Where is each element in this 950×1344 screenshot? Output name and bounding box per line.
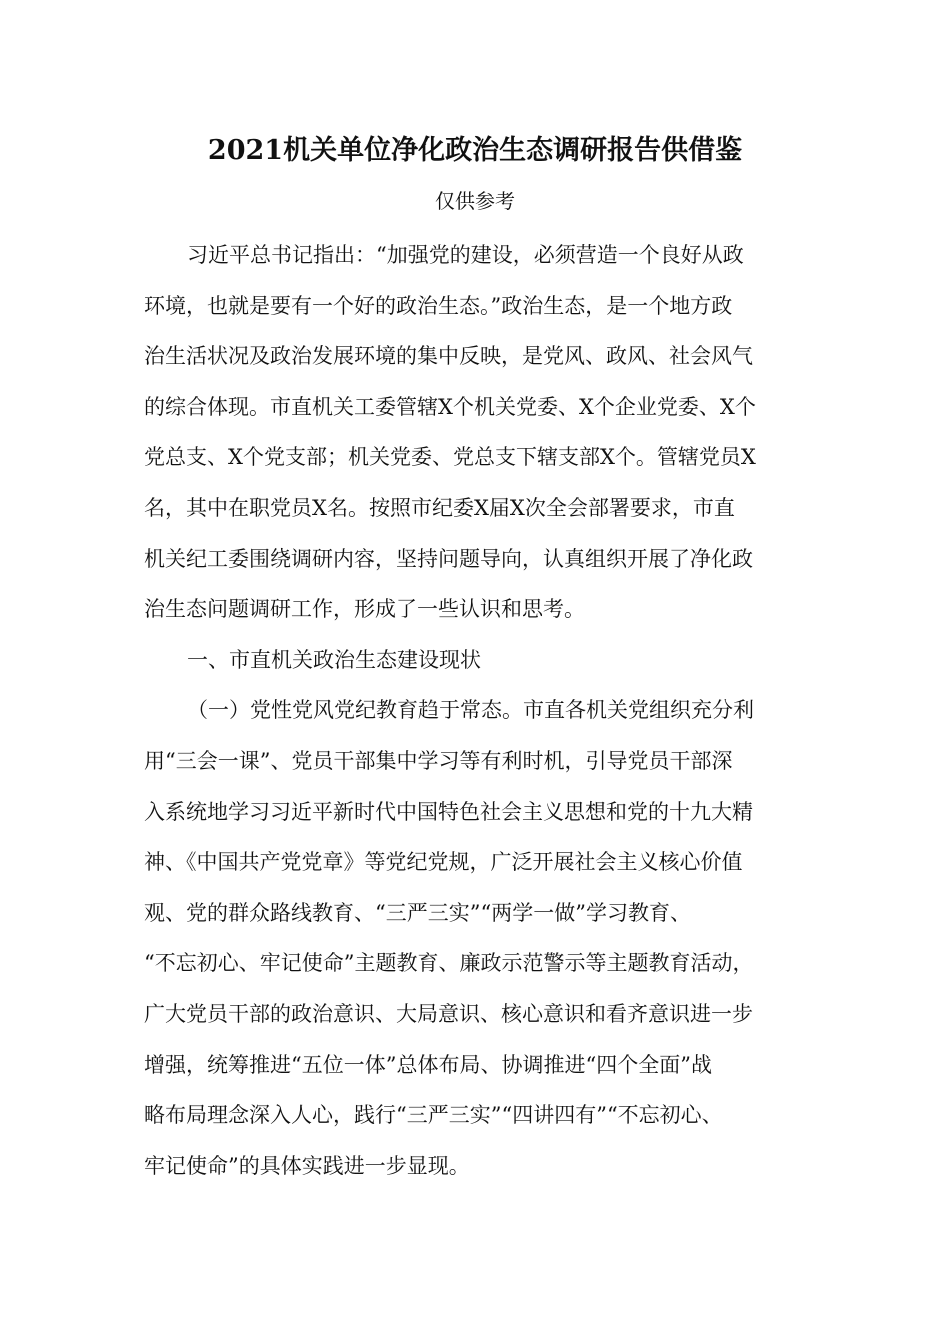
text-line: 习近平总书记指出：“加强党的建设，必须营造一个良好从政 xyxy=(187,243,744,267)
text-line: 一、市直机关政治生态建设现状 xyxy=(187,647,481,672)
text-line: 环境，也就是要有一个好的政治生态。”政治生态，是一个地方政 xyxy=(144,293,733,318)
text-line: 的综合体现。市直机关工委管辖X个机关党委、X个企业党委、X个 xyxy=(144,394,756,419)
text-line: 略布局理念深入人心，践行“三严三实”“四讲四有”“不忘初心、 xyxy=(144,1103,723,1128)
document-body xyxy=(144,230,824,1191)
text-line: 用“三会一课”、党员干部集中学习等有利时机，引导党员干部深 xyxy=(144,748,733,773)
text-line: 神、《中国共产党党章》等党纪党规，广泛开展社会主义核心价值 xyxy=(144,850,743,875)
text-line: 牢记使命”的具体实践进一步显现。 xyxy=(144,1153,470,1178)
text-line: 入系统地学习习近平新时代中国特色社会主义思想和党的十九大精 xyxy=(144,799,753,824)
text-line: 增强，统筹推进“五位一体”总体布局、协调推进“四个全面”战 xyxy=(144,1052,712,1077)
text-line: “不忘初心、牢记使命”主题教育、廉政示范警示等主题教育活动， xyxy=(144,951,754,976)
text-line: （一）党性党风党纪教育趋于常态。市直各机关党组织充分利 xyxy=(187,698,754,723)
text-line: 观、党的群众路线教育、“三严三实”“两学一做”学习教育、 xyxy=(144,900,691,925)
text-line: 广大党员干部的政治意识、大局意识、核心意识和看齐意识进一步 xyxy=(144,1001,753,1026)
text-line: 治生活状况及政治发展环境的集中反映，是党风、政风、社会风气 xyxy=(144,344,753,369)
document-subtitle: 仅供参考 xyxy=(435,189,515,213)
text-line: 机关纪工委围绕调研内容，坚持问题导向，认真组织开展了净化政 xyxy=(144,546,753,571)
text-line: 党总支、X个党支部；机关党委、党总支下辖支部X个。管辖党员X xyxy=(144,445,756,470)
text-line: 治生态问题调研工作，形成了一些认识和思考。 xyxy=(144,597,585,622)
document-title: 2021机关单位净化政治生态调研报告供借鉴 xyxy=(207,135,743,166)
text-line: 名，其中在职党员X名。按照市纪委X届X次全会部署要求，市直 xyxy=(144,495,735,520)
